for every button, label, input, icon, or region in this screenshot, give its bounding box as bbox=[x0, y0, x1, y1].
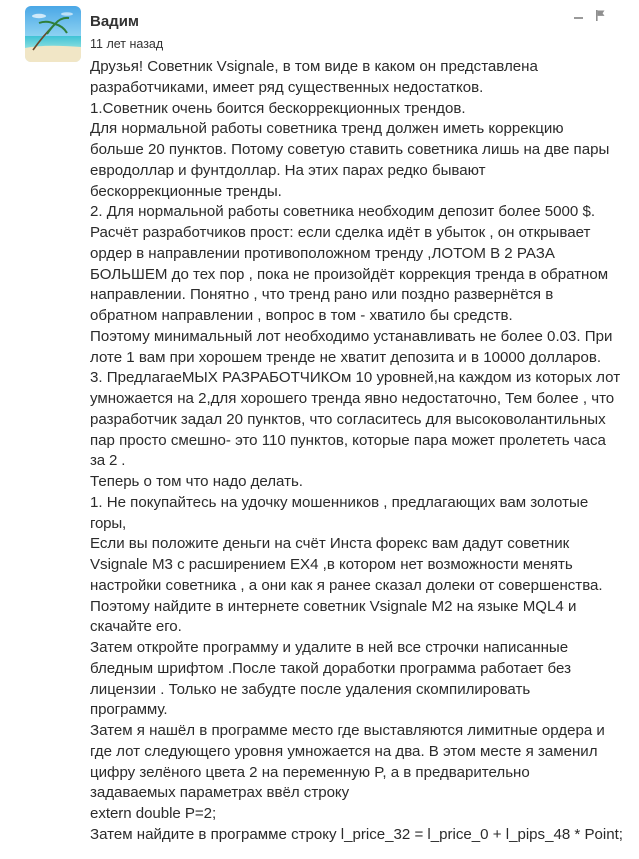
comment-text-line: Поэтому минимальный лот необходимо устанавливать не более 0.03. При bbox=[90, 327, 613, 345]
comment-text-line: разработчиками, имеет ряд существенных недостатков. bbox=[90, 78, 484, 96]
comment-text-line: разработчик задал 20 пунктов, что согласитесь для высоковолантильных bbox=[90, 410, 606, 428]
comment-text-line: Затем найдите в программе строку l_price_32 = l_price_0 + l_pips_48 * Point; bbox=[90, 825, 623, 843]
comment-text-line: Затем я нашёл в программе место где выставляются лимитные ордера и bbox=[90, 722, 605, 739]
comment-text bbox=[90, 57, 630, 846]
comment-text-line: Если вы положите деньги на счёт Инста форекс вам дадут советник bbox=[90, 535, 570, 553]
comment-text-line: Для нормальной работы советника тренд должен иметь коррекцию bbox=[90, 120, 564, 138]
comment-timestamp[interactable]: 11 лет назад bbox=[90, 37, 164, 51]
comment-text-line: горы, bbox=[90, 514, 127, 532]
comment-text-line: программу. bbox=[90, 701, 168, 719]
comment-text-line: Друзья! Советник Vsignale, в том виде в каком он представлена bbox=[90, 58, 538, 75]
comment-text-line: extern double P=2; bbox=[90, 805, 217, 822]
flag-icon bbox=[596, 10, 605, 21]
author-name[interactable]: Вадим bbox=[90, 13, 140, 30]
comment-text-line: лоте 1 вам при хорошем тренде не хватит депозита и в 10000 долларов. bbox=[90, 348, 602, 366]
avatar[interactable] bbox=[25, 6, 81, 62]
minus-icon bbox=[574, 17, 583, 19]
comment-text-line: направлении. Понятно , что тренд рано или поздно развернётся в bbox=[90, 286, 554, 304]
comment-text-line: обратном направлении , вопрос в том - хватило бы средств. bbox=[90, 307, 513, 324]
comment-text-line: лицензии . Только не забудте после удаления скомпилировать bbox=[90, 680, 531, 698]
minimize-button[interactable] bbox=[574, 13, 583, 19]
comment-text-line: БОЛЬШЕМ до тех пор , пока не произойдёт коррекция тренда в обратном bbox=[90, 265, 609, 283]
comment-text-line: умножается на 2,для хорошего тренда явно недостаточно, Тем более , что bbox=[90, 390, 615, 407]
report-button[interactable] bbox=[596, 10, 605, 21]
comment-text-line: пар просто смешно- это 110 пунктов, которые пара может пролететь часа bbox=[90, 431, 606, 449]
comment-text-line: бледным шрифтом .После такой доработки программа работает без bbox=[90, 659, 571, 677]
comment-actions bbox=[574, 10, 605, 21]
comment-text-line: задаваемых параметрах ввёл строку bbox=[90, 784, 350, 802]
comment-text-line: скачайте его. bbox=[90, 618, 182, 636]
comment-text-line: Затем откройте программу и удалите в ней все строчки написанные bbox=[90, 639, 569, 656]
comment-text-line: настройки советника , а они как я ранее сказал долеки от совершенства. bbox=[90, 576, 603, 594]
comment-text-line: евродоллар и фунтдоллар. На этих парах редко бывают bbox=[90, 161, 486, 179]
comment-text-line: Поэтому найдите в интернете советник Vsignale M2 на языке MQL4 и bbox=[90, 597, 577, 615]
comment-text-line: где лот следующего уровня умножается на два. В этом месте я заменил bbox=[90, 742, 598, 760]
comment-text-line: Расчёт разработчиков прост: если сделка идёт в убыток , он открывает bbox=[90, 224, 591, 241]
comment-text-line: больше 20 пунктов. Потому советую ставить советника лишь на две пары bbox=[90, 141, 610, 158]
comment-text-line: Теперь о том что надо делать. bbox=[90, 473, 303, 490]
comment-text-line: бескоррекционные тренды. bbox=[90, 182, 282, 200]
comment-text-line: за 2 . bbox=[90, 452, 126, 470]
comment-text-line: 2. Для нормальной работы советника необходим депозит более 5000 $. bbox=[90, 203, 596, 221]
comment-text-line: цифру зелёного цвета 2 на переменную P, а в предварительно bbox=[90, 763, 530, 781]
comment-text-line: Vsignale M3 с расширением EX4 ,в котором нет возможности менять bbox=[90, 556, 573, 573]
comment-text-line: 1. Не покупайтесь на удочку мошенников , предлагающих вам золотые bbox=[90, 493, 589, 511]
comment-text-line: 3. ПредлагаеМЫХ РАЗРАБОТЧИКОм 10 уровней,на каждом из которых лот bbox=[90, 369, 621, 387]
beach-avatar-image bbox=[25, 6, 81, 62]
comment-text-line: 1.Советник очень боится бескоррекционных трендов. bbox=[90, 99, 466, 117]
comment-text-line: ордер в направлении противоположном тренду ,ЛОТОМ В 2 РАЗА bbox=[90, 244, 555, 262]
